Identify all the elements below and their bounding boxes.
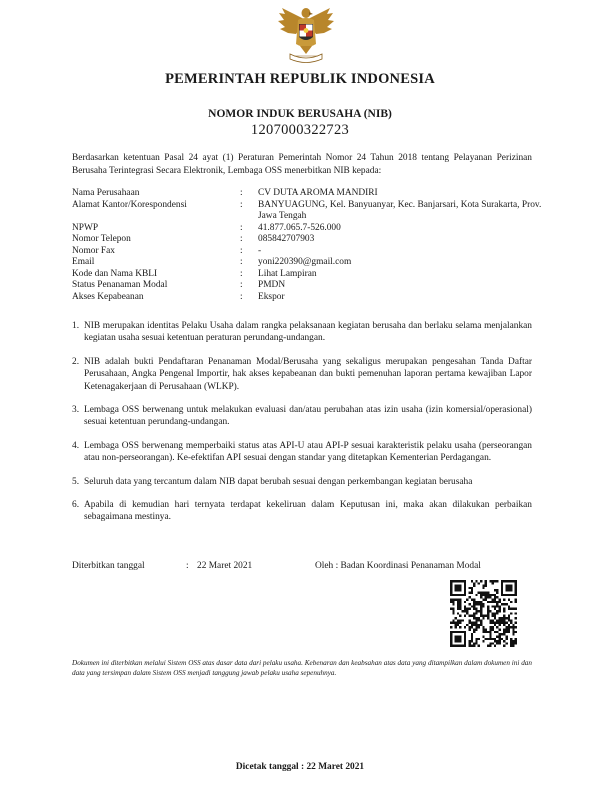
printed-date: Dicetak tanggal : 22 Maret 2021 <box>235 762 365 772</box>
field-colon: : <box>240 199 243 210</box>
field-row-npwp <box>72 223 542 235</box>
field-value: - <box>258 245 262 256</box>
field-label: Status Penanaman Modal <box>72 280 168 290</box>
nib-number: 1207000322723 <box>250 122 350 138</box>
provision-item <box>72 320 532 345</box>
field-row-address <box>72 200 542 223</box>
field-row-investment-status <box>72 280 542 292</box>
provision-number: 1. <box>72 321 80 331</box>
issued-date: 22 Maret 2021 <box>197 561 253 571</box>
field-value: CV DUTA AROMA MANDIRI <box>258 188 378 198</box>
provision-number: 4. <box>72 440 80 451</box>
disclaimer: Dokumen ini diterbitkan melalui Sistem OSS atas dasar data dari pelaku usaha. Kebenaran dan keabsahan atas data yang ditampilkan dalam dokumen ini dan data yang tersimpan dalam Sistem OSS menjadi tanggung jawab pelaku usaha sepenuhnya. <box>72 659 532 677</box>
provision-number: 6. <box>72 500 80 511</box>
field-value: Lihat Lampiran <box>258 268 317 279</box>
field-value: BANYUAGUNG, Kel. Banyuanyar, Kec. Banjarsari, Kota Surakarta, Prov. Jawa Tengah <box>258 199 542 221</box>
field-row-phone <box>72 234 542 246</box>
company-fields <box>72 188 542 303</box>
provision-item <box>72 440 532 465</box>
field-label: NPWP <box>72 222 99 233</box>
provision-text: Apabila di kemudian hari ternyata terdapat kekeliruan dalam Keputusan ini, maka akan dilakukan perbaikan sebagaimana mestinya. <box>84 500 532 523</box>
field-colon: : <box>240 291 243 302</box>
field-value: 085842707903 <box>258 234 315 244</box>
issued-date-label: Diterbitkan tanggal <box>72 561 145 571</box>
field-label: Alamat Kantor/Korespondensi <box>72 199 187 210</box>
provision-text: NIB adalah bukti Pendaftaran Penanaman Modal/Berusaha yang sekaligus merupakan pengesahan Tanda Daftar Perusahaan, Angka Pengenal Importir, hak akses kepabeanan dan bukti pemenuhan laporan pertama kewajiban Lapor Ketenagakerjaan di Perusahaan (WLKP). <box>84 356 532 392</box>
field-label: Kode dan Nama KBLI <box>72 268 158 279</box>
qr-code-icon <box>450 580 517 647</box>
field-row-company-name <box>72 188 542 200</box>
field-row-email <box>72 257 542 269</box>
issuing-authority: Oleh : Badan Koordinasi Penanaman Modal <box>315 561 481 571</box>
field-colon: : <box>240 268 243 279</box>
field-colon: : <box>240 257 243 267</box>
field-colon: : <box>240 188 243 198</box>
field-value: 41.877.065.7-526.000 <box>258 222 341 233</box>
intro-paragraph: Berdasarkan ketentuan Pasal 24 ayat (1) Peraturan Pemerintah Nomor 24 Tahun 2018 tentang Pelayanan Perizinan Berusaha Terintegrasi Secara Elektronik, Lembaga OSS menerbitkan NIB kepada: <box>72 153 532 176</box>
field-colon: : <box>240 280 243 290</box>
field-label: Nomor Fax <box>72 245 115 256</box>
field-label: Nama Perusahaan <box>72 188 140 198</box>
provision-item <box>72 476 532 488</box>
nib-label: NOMOR INDUK BERUSAHA (NIB) <box>208 108 392 120</box>
field-colon: : <box>240 245 243 256</box>
government-title: PEMERINTAH REPUBLIK INDONESIA <box>165 71 435 87</box>
provisions-list <box>72 320 532 535</box>
provision-number: 3. <box>72 405 80 416</box>
provision-text: Lembaga OSS berwenang untuk melakukan evaluasi dan/atau perubahan atas izin usaha (izin komersial/operasional) sesuai ketentuan perundang-undangan. <box>84 405 532 428</box>
provision-text: Lembaga OSS berwenang memperbaiki status atas API-U atau API-P sesuai karakteristik pelaku usaha (perseorangan atau non-perseorangan). Ke-efektifan API sesuai dengan standar yang ditetapkan Kementerian Perdagangan. <box>84 440 532 464</box>
field-label: Nomor Telepon <box>72 234 131 244</box>
garuda-emblem-icon <box>276 4 336 66</box>
provision-text: Seluruh data yang tercantum dalam NIB dapat berubah sesuai dengan perkembangan kegiatan berusaha <box>84 476 473 487</box>
field-value: yoni220390@gmail.com <box>258 257 352 267</box>
field-row-customs-access <box>72 292 542 304</box>
field-colon: : <box>240 222 243 233</box>
field-label: Akses Kepabeanan <box>72 291 144 302</box>
field-value: PMDN <box>258 280 286 290</box>
provision-item <box>72 356 532 393</box>
field-value: Ekspor <box>258 291 285 302</box>
provision-number: 5. <box>72 476 80 487</box>
issued-colon: : <box>186 561 189 571</box>
field-label: Email <box>72 257 95 267</box>
provision-item <box>72 499 532 524</box>
field-row-fax <box>72 246 542 258</box>
field-colon: : <box>240 234 243 244</box>
field-row-kbli <box>72 269 542 281</box>
provision-number: 2. <box>72 356 80 367</box>
provision-text: NIB merupakan identitas Pelaku Usaha dalam rangka pelaksanaan kegiatan berusaha dan berlaku selama menjalankan kegiatan usaha sesuai ketentuan peraturan perundang-undangan. <box>84 321 532 344</box>
provision-item <box>72 404 532 429</box>
